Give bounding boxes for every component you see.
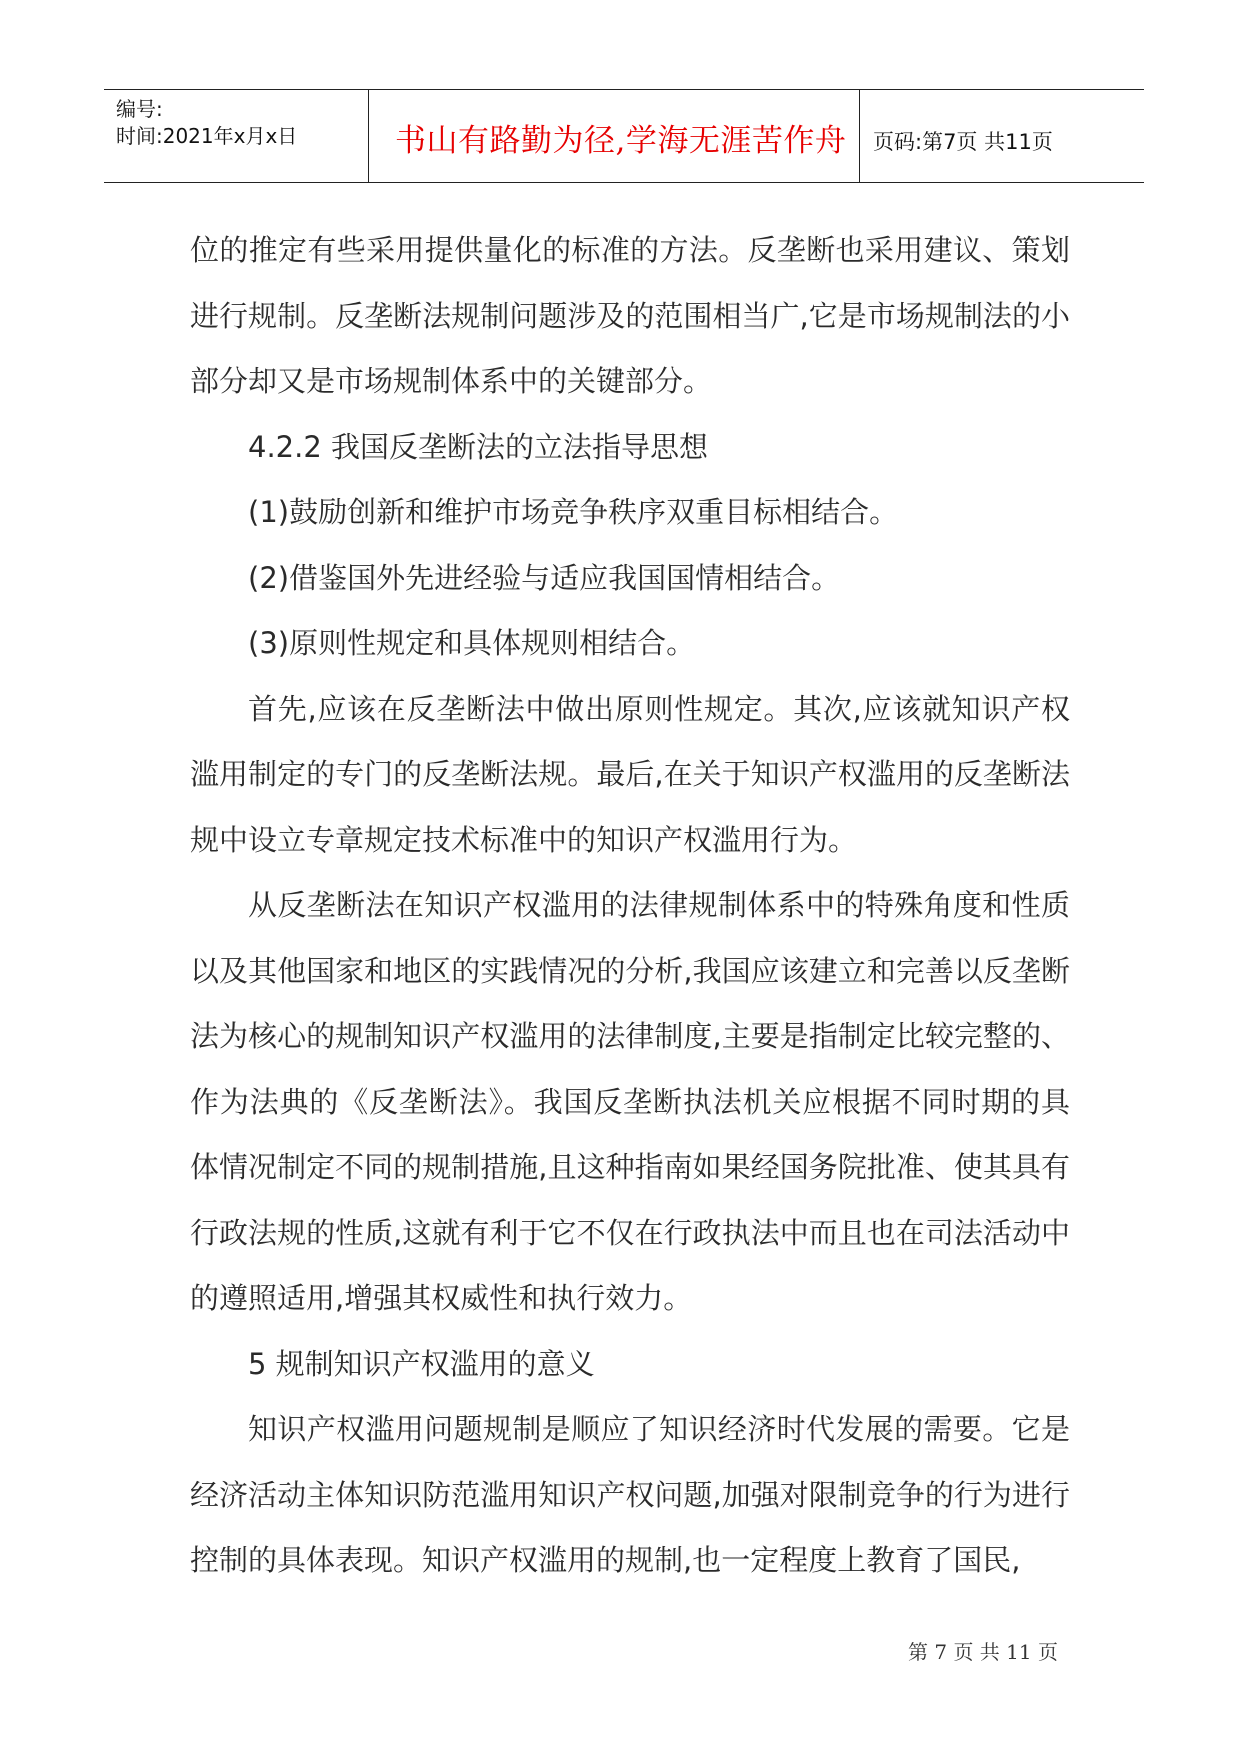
paragraph-continuation: 位的推定有些采用提供量化的标准的方法。反垄断也采用建议、策划进行规制。反垄断法规制问题涉及的范围相当广,它是市场规制法的小部分却又是市场规制体系中的关键部分。: [190, 233, 1070, 398]
header-number-label: 编号:: [116, 97, 163, 121]
list-item-1: (1)鼓励创新和维护市场竞争秩序双重目标相结合。: [248, 495, 899, 529]
header-motto: 书山有路勤为径,学海无涯苦作舟: [395, 123, 847, 159]
page-footer: 第 7 页 共 11 页: [908, 1640, 1058, 1664]
section-heading-5: 5 规制知识产权滥用的意义: [248, 1346, 595, 1381]
paragraph: 首先,应该在反垄断法中做出原则性规定。其次,应该就知识产权滥用制定的专门的反垄断法规。最后,在关于知识产权滥用的反垄断法规中设立专章规定技术标准中的知识产权滥用行为。: [190, 691, 1070, 857]
header-divider-left: [368, 89, 369, 182]
document-body: [190, 218, 1070, 1594]
section-heading-4-2-2: 4.2.2 我国反垄断法的立法指导思想: [248, 429, 709, 464]
header-date-label: 时间:2021年x月x日: [116, 124, 298, 148]
list-item-2: (2)借鉴国外先进经验与适应我国国情相结合。: [248, 560, 841, 595]
paragraph: 从反垄断法在知识产权滥用的法律规制体系中的特殊角度和性质以及其他国家和地区的实践情况的分析,我国应该建立和完善以反垄断法为核心的规制知识产权滥用的法律制度,主要是指制定比较完整的、作为法典的《反垄断法》。我国反垄断执法机关应根据不同时期的具体情况制定不同的规制措施,且这种指南如果经国务院批准、使其具有行政法规的性质,这就有利于它不仅在行政执法中而且也在司法活动中的遵照适用,增强其权威性和执行效力。: [190, 888, 1070, 1315]
list-item-3: (3)原则性规定和具体规则相结合。: [248, 626, 696, 660]
header-bottom-rule: [104, 182, 1144, 183]
header-top-rule: [104, 89, 1144, 90]
header-divider-right: [859, 89, 860, 182]
header-page-label: 页码:第7页 共11页: [873, 130, 1053, 154]
paragraph: 知识产权滥用问题规制是顺应了知识经济时代发展的需要。它是经济活动主体知识防范滥用知识产权问题,加强对限制竞争的行为进行控制的具体表现。知识产权滥用的规制,也一定程度上教育了国民,: [190, 1412, 1070, 1577]
